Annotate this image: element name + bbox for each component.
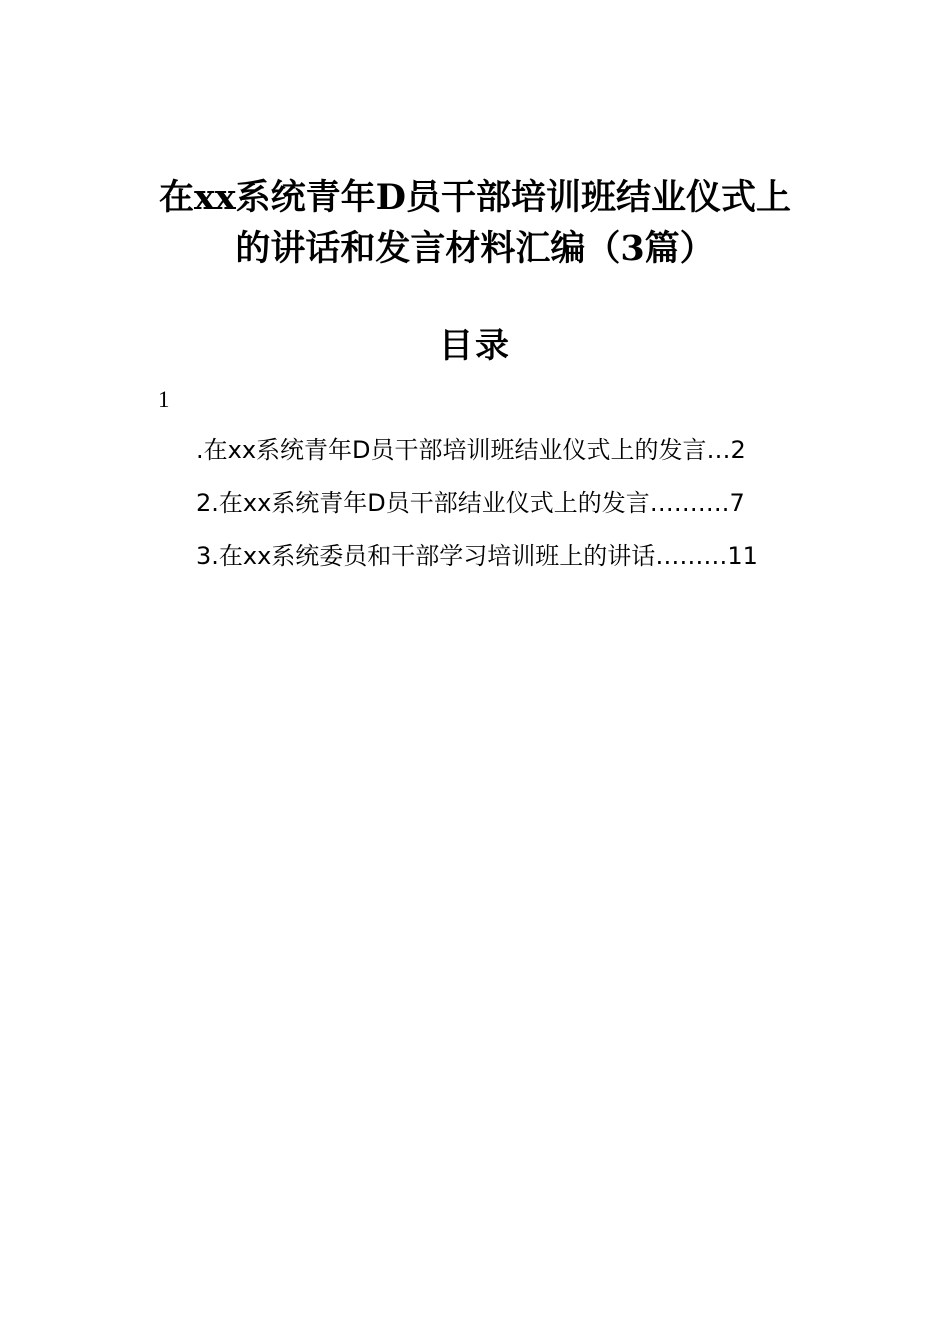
toc-item-title: 3.在xx系统委员和干部学习培训班上的讲话 [196,542,656,570]
toc-page-number: 7 [729,489,745,517]
toc-heading: 目录 [439,326,511,366]
toc-item-title: 2.在xx系统青年D员干部结业仪式上的发言 [196,489,650,517]
toc-dot-leader: … [706,436,731,464]
toc-page-number: 11 [727,542,758,570]
toc-dot-leader: ……… [655,542,728,570]
toc-item-2[interactable] [196,485,806,538]
list-number-marker: 1 [158,387,170,412]
table-of-contents [196,432,806,591]
toc-page-number: 2 [730,436,746,464]
toc-item-title: .在xx系统青年D员干部培训班结业仪式上的发言 [196,436,707,464]
toc-item-1[interactable] [196,432,806,485]
document-title-line-2: 的讲话和发言材料汇编（3篇） [235,228,715,269]
toc-dot-leader: ………. [649,489,730,517]
document-title-line-1: 在xx系统青年D员干部培训班结业仪式上 [158,177,792,218]
toc-item-3[interactable] [196,538,806,591]
